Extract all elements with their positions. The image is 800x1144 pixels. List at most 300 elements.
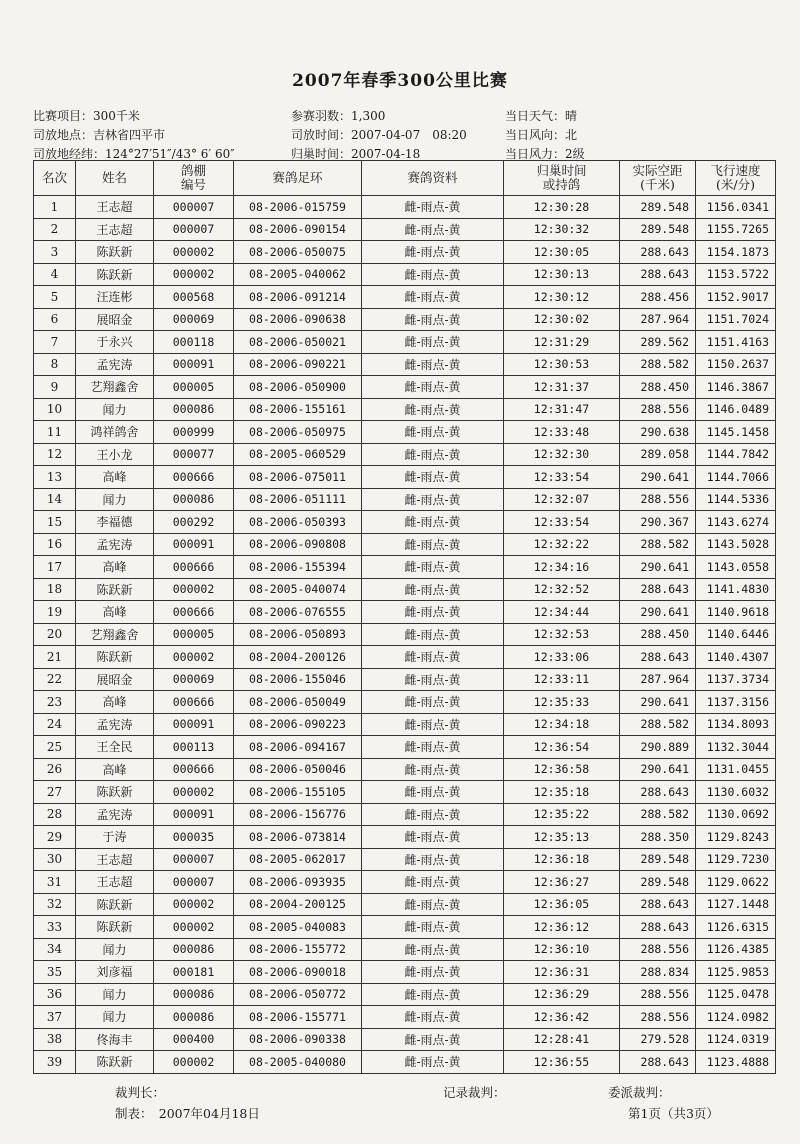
- cell-name: 陈跃新: [76, 263, 154, 286]
- cell-rank: 29: [34, 826, 76, 849]
- cell-distance: 279.528: [620, 1028, 696, 1051]
- cell-distance: 288.643: [620, 241, 696, 264]
- cell-name: 孟宪涛: [76, 713, 154, 736]
- cell-bird-info: 雌-雨点-黄: [362, 443, 504, 466]
- cell-name: 李福德: [76, 511, 154, 534]
- cell-distance: 290.638: [620, 421, 696, 444]
- cell-name: 王小龙: [76, 443, 154, 466]
- table-row: [34, 871, 776, 894]
- cell-arrival-time: 12:33:54: [504, 511, 620, 534]
- cell-distance: 288.643: [620, 1051, 696, 1074]
- cell-arrival-time: 12:36:18: [504, 848, 620, 871]
- cell-distance: 288.450: [620, 376, 696, 399]
- table-row: [34, 1028, 776, 1051]
- table-row: [34, 826, 776, 849]
- cell-distance: 289.548: [620, 196, 696, 219]
- cell-loft-id: 000007: [154, 218, 234, 241]
- wind-force-value: 2级: [565, 147, 585, 161]
- cell-rank: 11: [34, 421, 76, 444]
- cell-speed: 1123.4888: [696, 1051, 776, 1074]
- cell-ring-number: 08-2006-090223: [234, 713, 362, 736]
- cell-name: 刘彦福: [76, 961, 154, 984]
- cell-rank: 32: [34, 893, 76, 916]
- cell-name: 孟宪涛: [76, 803, 154, 826]
- cell-ring-number: 08-2006-075011: [234, 466, 362, 489]
- header-speed: 飞行速度 (米/分): [696, 161, 776, 196]
- cell-name: 鸿祥鸽舍: [76, 421, 154, 444]
- cell-speed: 1153.5722: [696, 263, 776, 286]
- cell-speed: 1143.6274: [696, 511, 776, 534]
- cell-ring-number: 08-2006-076555: [234, 601, 362, 624]
- cell-ring-number: 08-2006-155772: [234, 938, 362, 961]
- table-row: [34, 623, 776, 646]
- cell-distance: 288.350: [620, 826, 696, 849]
- cell-arrival-time: 12:35:33: [504, 691, 620, 714]
- count-label: 参赛羽数：: [291, 109, 352, 123]
- cell-bird-info: 雌-雨点-黄: [362, 376, 504, 399]
- cell-arrival-time: 12:36:31: [504, 961, 620, 984]
- cell-bird-info: 雌-雨点-黄: [362, 1028, 504, 1051]
- cell-speed: 1125.9853: [696, 961, 776, 984]
- cell-distance: 288.556: [620, 1006, 696, 1029]
- cell-ring-number: 08-2005-040062: [234, 263, 362, 286]
- cell-name: 陈跃新: [76, 893, 154, 916]
- cell-loft-id: 000181: [154, 961, 234, 984]
- table-row: [34, 1051, 776, 1074]
- cell-distance: 290.367: [620, 511, 696, 534]
- cell-bird-info: 雌-雨点-黄: [362, 646, 504, 669]
- cell-arrival-time: 12:36:55: [504, 1051, 620, 1074]
- cell-loft-id: 000113: [154, 736, 234, 759]
- cell-distance: 288.643: [620, 893, 696, 916]
- cell-name: 于永兴: [76, 331, 154, 354]
- cell-bird-info: 雌-雨点-黄: [362, 1006, 504, 1029]
- cell-name: 陈跃新: [76, 1051, 154, 1074]
- cell-rank: 2: [34, 218, 76, 241]
- cell-arrival-time: 12:30:53: [504, 353, 620, 376]
- cell-loft-id: 000002: [154, 241, 234, 264]
- table-row: [34, 713, 776, 736]
- table-row: [34, 736, 776, 759]
- cell-distance: 287.964: [620, 668, 696, 691]
- cell-arrival-time: 12:32:52: [504, 578, 620, 601]
- cell-rank: 7: [34, 331, 76, 354]
- cell-arrival-time: 12:36:12: [504, 916, 620, 939]
- cell-rank: 30: [34, 848, 76, 871]
- cell-bird-info: 雌-雨点-黄: [362, 218, 504, 241]
- table-row: [34, 443, 776, 466]
- cell-bird-info: 雌-雨点-黄: [362, 983, 504, 1006]
- cell-ring-number: 08-2006-155046: [234, 668, 362, 691]
- cell-arrival-time: 12:34:16: [504, 556, 620, 579]
- cell-bird-info: 雌-雨点-黄: [362, 893, 504, 916]
- cell-name: 陈跃新: [76, 916, 154, 939]
- cell-ring-number: 08-2006-155161: [234, 398, 362, 421]
- weather-value: 晴: [565, 109, 578, 123]
- cell-rank: 1: [34, 196, 76, 219]
- cell-loft-id: 000091: [154, 803, 234, 826]
- table-row: [34, 803, 776, 826]
- cell-speed: 1131.0455: [696, 758, 776, 781]
- cell-name: 佟海丰: [76, 1028, 154, 1051]
- cell-speed: 1137.3156: [696, 691, 776, 714]
- cell-speed: 1137.3734: [696, 668, 776, 691]
- cell-name: 艺翔鑫舍: [76, 376, 154, 399]
- table-row: [34, 353, 776, 376]
- cell-arrival-time: 12:35:22: [504, 803, 620, 826]
- cell-rank: 12: [34, 443, 76, 466]
- cell-loft-id: 000007: [154, 871, 234, 894]
- cell-distance: 288.643: [620, 781, 696, 804]
- cell-loft-id: 000069: [154, 668, 234, 691]
- cell-name: 王志超: [76, 871, 154, 894]
- cell-loft-id: 000002: [154, 263, 234, 286]
- cell-loft-id: 000002: [154, 916, 234, 939]
- cell-distance: 289.548: [620, 218, 696, 241]
- cell-loft-id: 000666: [154, 556, 234, 579]
- header-arrival-time: 归巢时间 或持鸽: [504, 161, 620, 196]
- cell-distance: 288.456: [620, 286, 696, 309]
- cell-bird-info: 雌-雨点-黄: [362, 353, 504, 376]
- table-row: [34, 533, 776, 556]
- table-row: [34, 466, 776, 489]
- cell-bird-info: 雌-雨点-黄: [362, 961, 504, 984]
- cell-name: 闻力: [76, 983, 154, 1006]
- cell-rank: 10: [34, 398, 76, 421]
- cell-rank: 14: [34, 488, 76, 511]
- cell-loft-id: 000118: [154, 331, 234, 354]
- cell-arrival-time: 12:33:54: [504, 466, 620, 489]
- cell-distance: 288.643: [620, 646, 696, 669]
- cell-ring-number: 08-2006-073814: [234, 826, 362, 849]
- cell-distance: 289.058: [620, 443, 696, 466]
- cell-rank: 24: [34, 713, 76, 736]
- cell-bird-info: 雌-雨点-黄: [362, 736, 504, 759]
- cell-loft-id: 000086: [154, 983, 234, 1006]
- cell-speed: 1154.1873: [696, 241, 776, 264]
- cell-bird-info: 雌-雨点-黄: [362, 758, 504, 781]
- cell-rank: 22: [34, 668, 76, 691]
- page-number: 第1页（共3页）: [628, 1106, 719, 1121]
- cell-bird-info: 雌-雨点-黄: [362, 308, 504, 331]
- cell-distance: 289.548: [620, 871, 696, 894]
- cell-ring-number: 08-2006-090638: [234, 308, 362, 331]
- table-row: [34, 916, 776, 939]
- cell-name: 陈跃新: [76, 781, 154, 804]
- cell-loft-id: 000002: [154, 893, 234, 916]
- table-body: [34, 196, 776, 1074]
- cell-loft-id: 000007: [154, 848, 234, 871]
- cell-name: 展昭金: [76, 308, 154, 331]
- cell-bird-info: 雌-雨点-黄: [362, 916, 504, 939]
- cell-name: 王志超: [76, 196, 154, 219]
- table-row: [34, 691, 776, 714]
- cell-distance: 288.582: [620, 713, 696, 736]
- cell-loft-id: 000005: [154, 376, 234, 399]
- wind-force-label: 当日风力：: [505, 147, 566, 161]
- table-header-row: [34, 161, 776, 196]
- cell-distance: 287.964: [620, 308, 696, 331]
- cell-arrival-time: 12:36:58: [504, 758, 620, 781]
- cell-loft-id: 000666: [154, 691, 234, 714]
- cell-speed: 1125.0478: [696, 983, 776, 1006]
- table-row: [34, 1006, 776, 1029]
- cell-bird-info: 雌-雨点-黄: [362, 556, 504, 579]
- cell-arrival-time: 12:32:30: [504, 443, 620, 466]
- table-row: [34, 781, 776, 804]
- cell-name: 艺翔鑫舍: [76, 623, 154, 646]
- table-row: [34, 961, 776, 984]
- table-row: [34, 758, 776, 781]
- table-row: [34, 241, 776, 264]
- cell-ring-number: 08-2005-062017: [234, 848, 362, 871]
- cell-rank: 28: [34, 803, 76, 826]
- cell-name: 王志超: [76, 218, 154, 241]
- cell-arrival-time: 12:36:27: [504, 871, 620, 894]
- table-row: [34, 848, 776, 871]
- table-row: [34, 893, 776, 916]
- cell-ring-number: 08-2006-090154: [234, 218, 362, 241]
- cell-speed: 1152.9017: [696, 286, 776, 309]
- cell-name: 高峰: [76, 758, 154, 781]
- cell-speed: 1130.0692: [696, 803, 776, 826]
- table-row: [34, 601, 776, 624]
- cell-speed: 1127.1448: [696, 893, 776, 916]
- cell-rank: 20: [34, 623, 76, 646]
- cell-distance: 290.889: [620, 736, 696, 759]
- cell-ring-number: 08-2006-156776: [234, 803, 362, 826]
- cell-ring-number: 08-2006-050975: [234, 421, 362, 444]
- cell-ring-number: 08-2004-200125: [234, 893, 362, 916]
- cell-loft-id: 000002: [154, 578, 234, 601]
- cell-speed: 1144.5336: [696, 488, 776, 511]
- cell-loft-id: 000005: [154, 623, 234, 646]
- header-name: 姓名: [76, 161, 154, 196]
- cell-ring-number: 08-2005-060529: [234, 443, 362, 466]
- table-row: [34, 511, 776, 534]
- cell-ring-number: 08-2006-050772: [234, 983, 362, 1006]
- cell-loft-id: 000007: [154, 196, 234, 219]
- cell-loft-id: 000091: [154, 533, 234, 556]
- cell-bird-info: 雌-雨点-黄: [362, 398, 504, 421]
- cell-speed: 1126.6315: [696, 916, 776, 939]
- cell-ring-number: 08-2006-050021: [234, 331, 362, 354]
- table-row: [34, 196, 776, 219]
- cell-name: 闻力: [76, 1006, 154, 1029]
- cell-rank: 36: [34, 983, 76, 1006]
- cell-distance: 288.582: [620, 533, 696, 556]
- cell-speed: 1144.7066: [696, 466, 776, 489]
- chief-judge-label: 裁判长：: [115, 1085, 166, 1100]
- table-row: [34, 308, 776, 331]
- release-label: 司放时间：: [291, 128, 352, 142]
- cell-rank: 13: [34, 466, 76, 489]
- cell-loft-id: 000091: [154, 713, 234, 736]
- cell-arrival-time: 12:28:41: [504, 1028, 620, 1051]
- cell-bird-info: 雌-雨点-黄: [362, 601, 504, 624]
- table-row: [34, 286, 776, 309]
- cell-bird-info: 雌-雨点-黄: [362, 713, 504, 736]
- cell-arrival-time: 12:31:47: [504, 398, 620, 421]
- cell-rank: 6: [34, 308, 76, 331]
- made-date: 制表： 2007年04月18日: [115, 1106, 260, 1121]
- header-ring-number: 赛鸽足环: [234, 161, 362, 196]
- cell-bird-info: 雌-雨点-黄: [362, 938, 504, 961]
- cell-distance: 288.643: [620, 263, 696, 286]
- cell-rank: 18: [34, 578, 76, 601]
- cell-arrival-time: 12:35:13: [504, 826, 620, 849]
- cell-bird-info: 雌-雨点-黄: [362, 848, 504, 871]
- event-value: 300千米: [93, 109, 140, 123]
- cell-ring-number: 08-2005-040080: [234, 1051, 362, 1074]
- cell-rank: 39: [34, 1051, 76, 1074]
- table-row: [34, 218, 776, 241]
- cell-bird-info: 雌-雨点-黄: [362, 668, 504, 691]
- cell-bird-info: 雌-雨点-黄: [362, 331, 504, 354]
- cell-arrival-time: 12:36:54: [504, 736, 620, 759]
- cell-distance: 290.641: [620, 466, 696, 489]
- cell-loft-id: 000002: [154, 781, 234, 804]
- cell-arrival-time: 12:36:29: [504, 983, 620, 1006]
- wind-dir-label: 当日风向：: [505, 128, 566, 142]
- cell-rank: 3: [34, 241, 76, 264]
- recorder-label: 记录裁判：: [443, 1085, 506, 1100]
- cell-arrival-time: 12:36:10: [504, 938, 620, 961]
- cell-speed: 1146.0489: [696, 398, 776, 421]
- cell-bird-info: 雌-雨点-黄: [362, 286, 504, 309]
- cell-ring-number: 08-2006-091214: [234, 286, 362, 309]
- cell-speed: 1141.4830: [696, 578, 776, 601]
- delegate-label: 委派裁判：: [608, 1085, 671, 1100]
- header-loft-id: 鸽棚 编号: [154, 161, 234, 196]
- cell-loft-id: 000400: [154, 1028, 234, 1051]
- cell-arrival-time: 12:35:18: [504, 781, 620, 804]
- table-row: [34, 398, 776, 421]
- cell-rank: 35: [34, 961, 76, 984]
- cell-arrival-time: 12:34:18: [504, 713, 620, 736]
- cell-bird-info: 雌-雨点-黄: [362, 533, 504, 556]
- cell-ring-number: 08-2006-050893: [234, 623, 362, 646]
- release-value: 2007-04-07 08:20: [351, 128, 467, 142]
- table-row: [34, 646, 776, 669]
- cell-distance: 288.834: [620, 961, 696, 984]
- coord-value: 124°27′51″/43° 6′ 60″: [105, 147, 235, 161]
- cell-name: 陈跃新: [76, 646, 154, 669]
- cell-ring-number: 08-2005-040083: [234, 916, 362, 939]
- cell-arrival-time: 12:30:13: [504, 263, 620, 286]
- cell-distance: 288.556: [620, 488, 696, 511]
- cell-arrival-time: 12:36:42: [504, 1006, 620, 1029]
- coord-label: 司放地经纬：: [33, 147, 106, 161]
- cell-arrival-time: 12:36:05: [504, 893, 620, 916]
- cell-bird-info: 雌-雨点-黄: [362, 1051, 504, 1074]
- cell-speed: 1130.6032: [696, 781, 776, 804]
- cell-rank: 23: [34, 691, 76, 714]
- cell-speed: 1140.4307: [696, 646, 776, 669]
- cell-distance: 288.556: [620, 938, 696, 961]
- cell-rank: 9: [34, 376, 76, 399]
- cell-rank: 27: [34, 781, 76, 804]
- cell-loft-id: 000086: [154, 1006, 234, 1029]
- cell-arrival-time: 12:30:28: [504, 196, 620, 219]
- cell-speed: 1129.8243: [696, 826, 776, 849]
- cell-name: 高峰: [76, 601, 154, 624]
- cell-distance: 288.556: [620, 398, 696, 421]
- table-row: [34, 488, 776, 511]
- cell-rank: 21: [34, 646, 76, 669]
- cell-name: 孟宪涛: [76, 533, 154, 556]
- cell-ring-number: 08-2006-050046: [234, 758, 362, 781]
- cell-ring-number: 08-2006-094167: [234, 736, 362, 759]
- event-label: 比赛项目：: [33, 109, 94, 123]
- cell-name: 闻力: [76, 398, 154, 421]
- cell-bird-info: 雌-雨点-黄: [362, 488, 504, 511]
- cell-rank: 37: [34, 1006, 76, 1029]
- cell-loft-id: 000568: [154, 286, 234, 309]
- return-label: 归巢时间：: [291, 147, 352, 161]
- cell-loft-id: 000292: [154, 511, 234, 534]
- cell-rank: 19: [34, 601, 76, 624]
- cell-loft-id: 000077: [154, 443, 234, 466]
- cell-loft-id: 000666: [154, 758, 234, 781]
- cell-loft-id: 000086: [154, 488, 234, 511]
- cell-bird-info: 雌-雨点-黄: [362, 578, 504, 601]
- cell-distance: 289.548: [620, 848, 696, 871]
- cell-bird-info: 雌-雨点-黄: [362, 781, 504, 804]
- site-value: 吉林省四平市: [93, 128, 166, 142]
- results-table: [33, 160, 776, 1074]
- cell-arrival-time: 12:30:32: [504, 218, 620, 241]
- cell-distance: 289.562: [620, 331, 696, 354]
- cell-speed: 1129.7230: [696, 848, 776, 871]
- cell-ring-number: 08-2006-090221: [234, 353, 362, 376]
- cell-name: 孟宪涛: [76, 353, 154, 376]
- cell-distance: 290.641: [620, 691, 696, 714]
- weather-label: 当日天气：: [505, 109, 566, 123]
- cell-rank: 15: [34, 511, 76, 534]
- cell-loft-id: 000666: [154, 601, 234, 624]
- cell-ring-number: 08-2005-040074: [234, 578, 362, 601]
- race-info: [33, 107, 773, 164]
- cell-ring-number: 08-2006-050049: [234, 691, 362, 714]
- cell-rank: 26: [34, 758, 76, 781]
- site-label: 司放地点：: [33, 128, 94, 142]
- cell-speed: 1129.0622: [696, 871, 776, 894]
- cell-arrival-time: 12:32:22: [504, 533, 620, 556]
- cell-name: 王全民: [76, 736, 154, 759]
- cell-rank: 17: [34, 556, 76, 579]
- cell-distance: 288.643: [620, 578, 696, 601]
- cell-name: 闻力: [76, 938, 154, 961]
- cell-arrival-time: 12:33:11: [504, 668, 620, 691]
- cell-bird-info: 雌-雨点-黄: [362, 691, 504, 714]
- cell-arrival-time: 12:33:06: [504, 646, 620, 669]
- cell-ring-number: 08-2006-155394: [234, 556, 362, 579]
- cell-loft-id: 000086: [154, 938, 234, 961]
- cell-arrival-time: 12:32:07: [504, 488, 620, 511]
- cell-name: 于涛: [76, 826, 154, 849]
- table-row: [34, 938, 776, 961]
- cell-bird-info: 雌-雨点-黄: [362, 803, 504, 826]
- wind-dir-value: 北: [565, 128, 578, 142]
- cell-loft-id: 000666: [154, 466, 234, 489]
- table-row: [34, 983, 776, 1006]
- cell-bird-info: 雌-雨点-黄: [362, 466, 504, 489]
- cell-loft-id: 000069: [154, 308, 234, 331]
- cell-arrival-time: 12:30:05: [504, 241, 620, 264]
- cell-speed: 1143.5028: [696, 533, 776, 556]
- cell-distance: 290.641: [620, 556, 696, 579]
